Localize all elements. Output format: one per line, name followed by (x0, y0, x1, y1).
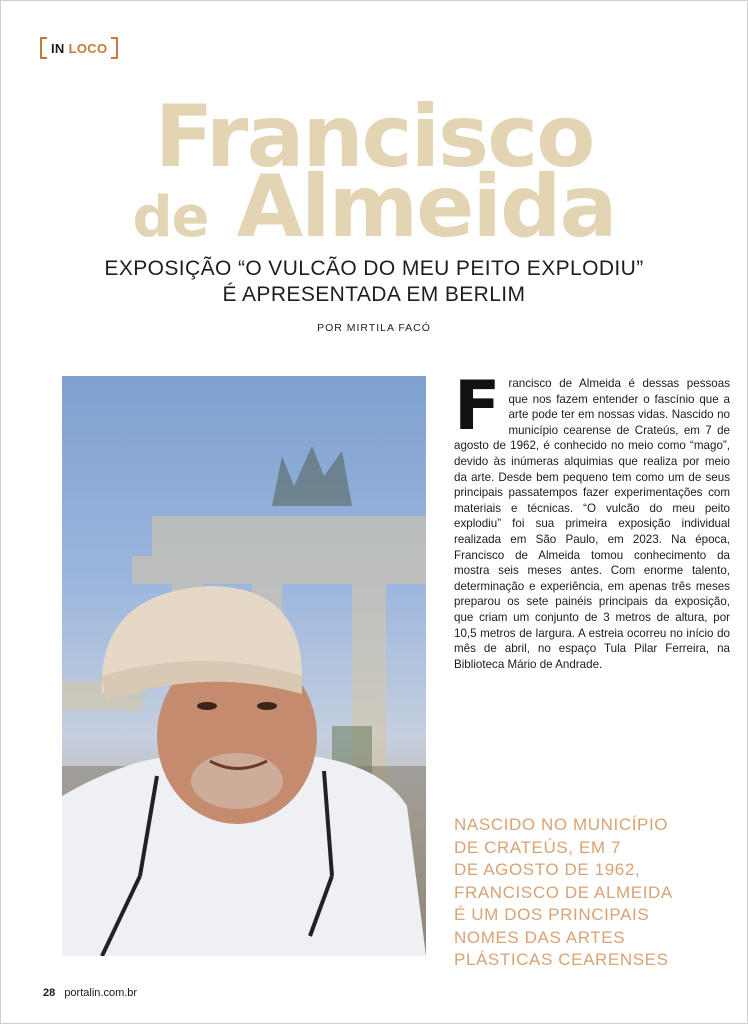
article-body (454, 367, 730, 672)
title-line-2 (0, 157, 748, 263)
section-tag (40, 37, 118, 59)
site-url: portalin.com.br (64, 987, 138, 999)
section-tag-word-2: LOCO (68, 40, 108, 56)
body-paragraph: rancisco de Almeida é dessas pessoas que nos fazem entender o fascínio que a arte pode ter em nossas vidas. Nascido no município cearense de Crateús, em 7 de agosto de 1962, é conhecido no meio como “mago”, devido às inúmeras alquimias que realiza por meio da arte. Desde bem pequeno tem como um de seus principais passatempos fazer experimentações com materiais e técnicas. “O vulcão do meu peito explodiu” foi sua primeira exposição individual realizada em São Paulo, em 2023. Na época, Francisco de Almeida tomou conhecimento da mostra seis meses antes. Com enorme talento, determinação e experiência, em apenas três meses preparou os sete painéis principais da exposição, que criam um conjunto de 3 metros de altura, por 10,5 metros de largura. A estreia ocorreu no início do mês de abril, no espaço Tula Pilar Ferreira, na Biblioteca Mário de Andrade. (454, 377, 730, 671)
section-tag-word-1: IN (51, 40, 65, 56)
bracket-right (111, 37, 118, 59)
page-number: 28 (43, 987, 56, 999)
pullquote-line: NOMES DAS ARTES (454, 927, 626, 947)
title-de: de (132, 185, 209, 250)
article-subtitle (0, 256, 748, 308)
photo-illustration (62, 376, 426, 956)
subtitle-line-1: EXPOSIÇÃO “O VULCÃO DO MEU PEITO EXPLODIU” (104, 257, 644, 280)
pullquote-line: PLÁSTICAS CEARENSES (454, 950, 669, 969)
title-line-1: Francisco (154, 87, 594, 187)
byline: POR MIRTILA FACÓ (317, 322, 431, 334)
drop-cap: F (454, 367, 501, 446)
pullquote-line: DE CRATEÚS, EM 7 (454, 837, 622, 857)
subtitle-line-2: É APRESENTADA EM BERLIM (222, 283, 526, 306)
page-footer (43, 987, 137, 999)
pullquote-line: DE AGOSTO DE 1962, (454, 860, 641, 879)
pullquote-line: NASCIDO NO MUNICÍPIO (454, 815, 669, 834)
pullquote-line: É UM DOS PRINCIPAIS (454, 905, 650, 924)
pullquote-line: FRANCISCO DE ALMEIDA (454, 882, 673, 902)
pull-quote (454, 814, 704, 972)
title-almeida: Almeida (236, 157, 616, 257)
bracket-left (40, 37, 47, 59)
portrait-photo (62, 376, 426, 956)
